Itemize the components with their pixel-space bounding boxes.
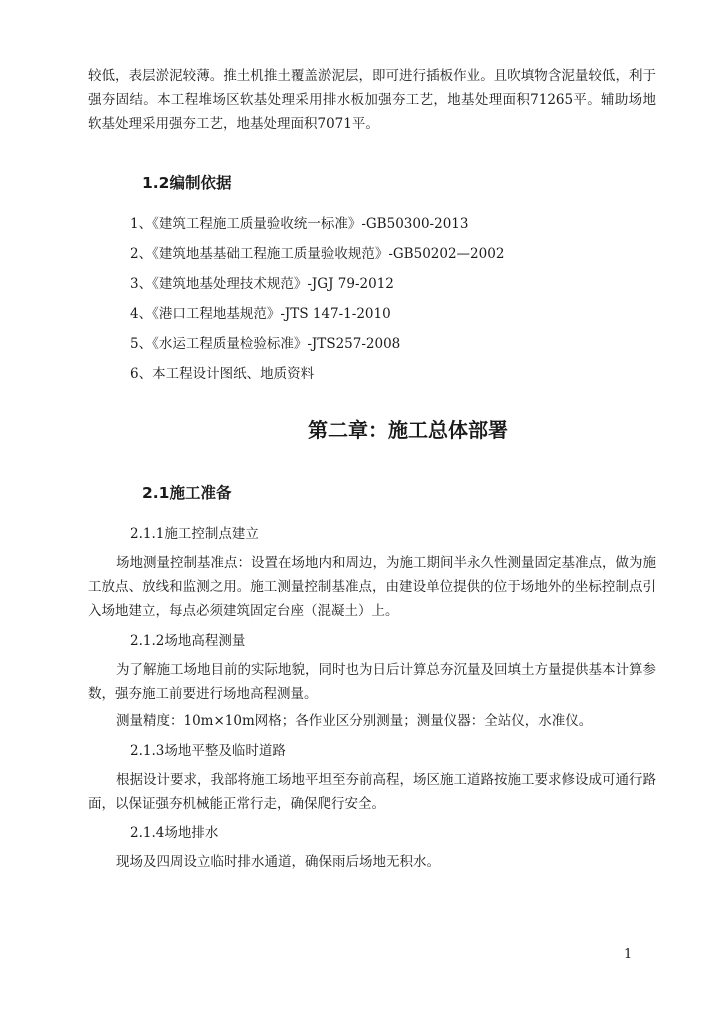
intro-paragraph: 较低，表层淤泥较薄。推土机推土覆盖淤泥层，即可进行插板作业。且吹填物含泥量较低，利于强夯固结。本工程堆场区软基处理采用排水板加强夯工艺，地基处理面积71265平。辅助场地软基处理采用强夯工艺，地基处理面积7071平。	[88, 68, 656, 132]
paragraph-site-drainage: 现场及四周设立临时排水通道，确保雨后场地无积水。	[116, 854, 440, 870]
section-heading-1-2: 1.2编制依据	[142, 174, 232, 192]
reference-item-4: 4、《港口工程地基规范》-JTS 147-1-2010	[130, 306, 391, 322]
reference-item-5: 5、《水运工程质量检验标准》-JTS257-2008	[130, 336, 401, 352]
reference-item-3: 3、《建筑地基处理技术规范》-JGJ 79-2012	[130, 276, 394, 292]
paragraph-elevation-survey: 为了解施工场地目前的实际地貌，同时也为日后计算总夯沉量及回填土方量提供基本计算参数，强夯施工前要进行场地高程测量。	[88, 662, 656, 702]
reference-item-6: 6、本工程设计图纸、地质资料	[130, 366, 315, 382]
page-number: 1	[624, 947, 633, 962]
section-heading-2-1: 2.1施工准备	[142, 484, 232, 502]
reference-item-2: 2、《建筑地基基础工程施工质量验收规范》-GB50202—2002	[130, 246, 505, 262]
paragraph-site-leveling: 根据设计要求，我部将施工场地平坦至夯前高程，场区施工道路按施工要求修设成可通行路面，以保证强夯机械能正常行走，确保爬行安全。	[88, 772, 656, 812]
paragraph-control-points: 场地测量控制基准点：设置在场地内和周边，为施工期间半永久性测量固定基准点，做为施工放点、放线和监测之用。施工测量控制基准点，由建设单位提供的位于场地外的坐标控制点引入场地建立，每点必须建筑固定台座（混凝土）上。	[88, 555, 656, 619]
paragraph-survey-precision: 测量精度：10m×10m网格；各作业区分别测量；测量仪器：全站仪，水准仪。	[116, 713, 593, 729]
subsection-heading-2-1-2: 2.1.2场地高程测量	[130, 633, 246, 649]
subsection-heading-2-1-1: 2.1.1施工控制点建立	[130, 526, 259, 542]
chapter-title: 第二章：施工总体部署	[308, 418, 508, 442]
subsection-heading-2-1-3: 2.1.3场地平整及临时道路	[130, 743, 286, 759]
reference-item-1: 1、《建筑工程施工质量验收统一标准》-GB50300-2013	[130, 216, 469, 232]
subsection-heading-2-1-4: 2.1.4场地排水	[130, 825, 219, 841]
